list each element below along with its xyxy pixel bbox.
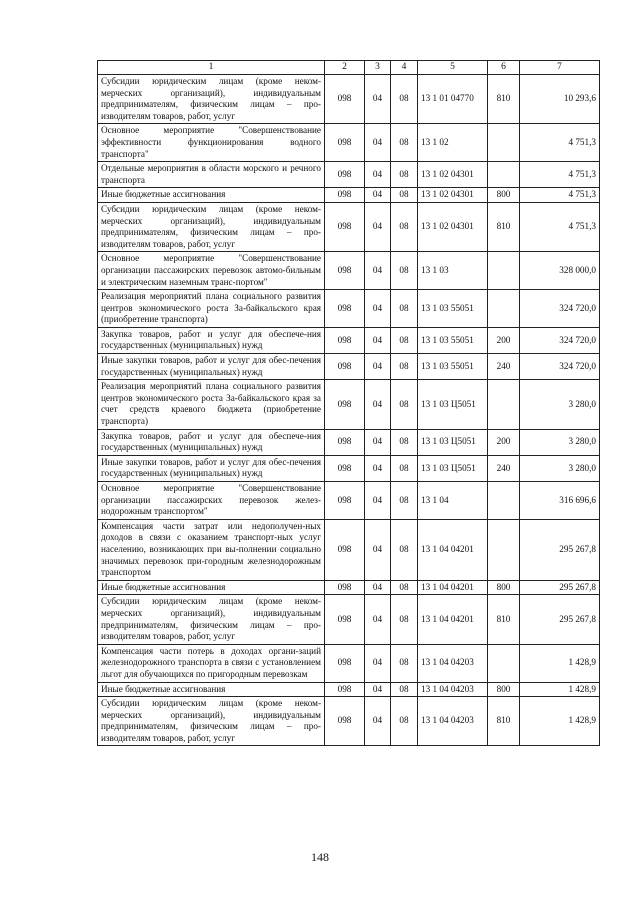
ministry-code: 098	[325, 682, 365, 697]
subsection-code: 08	[391, 429, 418, 455]
table-row	[98, 327, 600, 353]
table-row	[98, 519, 600, 580]
item-name: Субсидии юридическим лицам (кроме неком-мерческих организаций), индивидуальным предпринимателям, физическим лицам – про-изводителям товаров, работ, услуг	[98, 75, 325, 124]
target-article-code: 13 1 04 04203	[418, 682, 488, 697]
header-cell: 3	[365, 61, 391, 75]
table-row	[98, 252, 600, 290]
amount: 1 428,9	[520, 697, 600, 746]
item-name: Основное мероприятие "Совершенствование эффективности функционирования водного транспорта"	[98, 124, 325, 162]
target-article-code: 13 1 01 04770	[418, 75, 488, 124]
header-cell: 5	[418, 61, 488, 75]
ministry-code: 098	[325, 644, 365, 682]
target-article-code: 13 1 02 04301	[418, 162, 488, 188]
section-code: 04	[365, 124, 391, 162]
amount: 324 720,0	[520, 290, 600, 328]
item-name: Отдельные мероприятия в области морского и речного транспорта	[98, 162, 325, 188]
ministry-code: 098	[325, 75, 365, 124]
item-name: Закупка товаров, работ и услуг для обеспече-ния государственных (муниципальных) нужд	[98, 429, 325, 455]
amount: 4 751,3	[520, 202, 600, 251]
item-name: Субсидии юридическим лицам (кроме неком-мерческих организаций), индивидуальным предпринимателям, физическим лицам – про-изводителям товаров, работ, услуг	[98, 202, 325, 251]
table-header-row	[98, 61, 600, 75]
section-code: 04	[365, 455, 391, 481]
expense-type-code: 800	[488, 188, 520, 203]
expense-type-code: 800	[488, 682, 520, 697]
ministry-code: 098	[325, 519, 365, 580]
target-article-code: 13 1 04 04203	[418, 697, 488, 746]
ministry-code: 098	[325, 162, 365, 188]
ministry-code: 098	[325, 290, 365, 328]
table-row	[98, 188, 600, 203]
target-article-code: 13 1 04 04201	[418, 519, 488, 580]
subsection-code: 08	[391, 162, 418, 188]
table-row	[98, 580, 600, 595]
target-article-code: 13 1 03 55051	[418, 290, 488, 328]
target-article-code: 13 1 03 Ц5051	[418, 380, 488, 429]
expense-type-code: 810	[488, 697, 520, 746]
ministry-code: 098	[325, 595, 365, 644]
item-name: Реализация мероприятий плана социального развития центров экономического роста За-байкальского края за счет средств краевого бюджета (приобретение транспорта)	[98, 380, 325, 429]
table-row	[98, 644, 600, 682]
section-code: 04	[365, 380, 391, 429]
target-article-code: 13 1 02 04301	[418, 188, 488, 203]
subsection-code: 08	[391, 482, 418, 520]
item-name: Иные бюджетные ассигнования	[98, 580, 325, 595]
amount: 324 720,0	[520, 327, 600, 353]
subsection-code: 08	[391, 290, 418, 328]
item-name: Компенсация части затрат или недополучен-ных доходов в связи с оказанием транспорт-ных услуг населению, возникающих при вы-полнении социально значимых перевозок при-городным железнодорожным транспортом	[98, 519, 325, 580]
amount: 10 293,6	[520, 75, 600, 124]
amount: 4 751,3	[520, 162, 600, 188]
ministry-code: 098	[325, 482, 365, 520]
table-row	[98, 380, 600, 429]
item-name: Иные закупки товаров, работ и услуг для обес-печения государственных (муниципальных) нужд	[98, 354, 325, 380]
amount: 295 267,8	[520, 519, 600, 580]
subsection-code: 08	[391, 252, 418, 290]
section-code: 04	[365, 429, 391, 455]
section-code: 04	[365, 162, 391, 188]
item-name: Реализация мероприятий плана социального развития центров экономического роста За-байкальского края (приобретение транспорта)	[98, 290, 325, 328]
expense-type-code: 240	[488, 354, 520, 380]
target-article-code: 13 1 04 04201	[418, 595, 488, 644]
header-cell: 2	[325, 61, 365, 75]
expense-type-code	[488, 380, 520, 429]
subsection-code: 08	[391, 682, 418, 697]
target-article-code: 13 1 04 04201	[418, 580, 488, 595]
expense-type-code: 810	[488, 595, 520, 644]
amount: 328 000,0	[520, 252, 600, 290]
item-name: Субсидии юридическим лицам (кроме неком-мерческих организаций), индивидуальным предпринимателям, физическим лицам – про-изводителям товаров, работ, услуг	[98, 595, 325, 644]
subsection-code: 08	[391, 595, 418, 644]
section-code: 04	[365, 75, 391, 124]
subsection-code: 08	[391, 519, 418, 580]
subsection-code: 08	[391, 644, 418, 682]
subsection-code: 08	[391, 354, 418, 380]
item-name: Закупка товаров, работ и услуг для обеспече-ния государственных (муниципальных) нужд	[98, 327, 325, 353]
ministry-code: 098	[325, 327, 365, 353]
section-code: 04	[365, 682, 391, 697]
target-article-code: 13 1 03	[418, 252, 488, 290]
expense-type-code	[488, 252, 520, 290]
section-code: 04	[365, 354, 391, 380]
table-row	[98, 75, 600, 124]
amount: 3 280,0	[520, 429, 600, 455]
ministry-code: 098	[325, 354, 365, 380]
table-row	[98, 124, 600, 162]
expense-type-code: 200	[488, 429, 520, 455]
header-cell: 4	[391, 61, 418, 75]
target-article-code: 13 1 04	[418, 482, 488, 520]
ministry-code: 098	[325, 429, 365, 455]
table-row	[98, 290, 600, 328]
amount: 316 696,6	[520, 482, 600, 520]
ministry-code: 098	[325, 580, 365, 595]
table-row	[98, 482, 600, 520]
subsection-code: 08	[391, 75, 418, 124]
target-article-code: 13 1 02 04301	[418, 202, 488, 251]
header-cell: 7	[520, 61, 600, 75]
section-code: 04	[365, 188, 391, 203]
target-article-code: 13 1 03 55051	[418, 327, 488, 353]
expense-type-code: 200	[488, 327, 520, 353]
subsection-code: 08	[391, 188, 418, 203]
ministry-code: 098	[325, 202, 365, 251]
table-row	[98, 697, 600, 746]
section-code: 04	[365, 580, 391, 595]
table-row	[98, 455, 600, 481]
amount: 3 280,0	[520, 455, 600, 481]
table-row	[98, 595, 600, 644]
header-cell: 6	[488, 61, 520, 75]
header-cell: 1	[98, 61, 325, 75]
expense-type-code: 240	[488, 455, 520, 481]
target-article-code: 13 1 04 04203	[418, 644, 488, 682]
amount: 4 751,3	[520, 188, 600, 203]
item-name: Компенсация части потерь в доходах органи-заций железнодорожного транспорта в связи с установлением льгот для обучающихся по пригородным перевозкам	[98, 644, 325, 682]
section-code: 04	[365, 202, 391, 251]
ministry-code: 098	[325, 252, 365, 290]
ministry-code: 098	[325, 697, 365, 746]
target-article-code: 13 1 03 55051	[418, 354, 488, 380]
expense-type-code: 810	[488, 202, 520, 251]
expense-type-code	[488, 482, 520, 520]
budget-table	[97, 60, 600, 746]
expense-type-code: 800	[488, 580, 520, 595]
section-code: 04	[365, 519, 391, 580]
expense-type-code	[488, 290, 520, 328]
subsection-code: 08	[391, 697, 418, 746]
subsection-code: 08	[391, 202, 418, 251]
ministry-code: 098	[325, 455, 365, 481]
table-row	[98, 429, 600, 455]
item-name: Основное мероприятие "Совершенствование организации пассажирских перевозок желез-нодорожным транспортом"	[98, 482, 325, 520]
page-number: 148	[311, 850, 329, 864]
section-code: 04	[365, 252, 391, 290]
expense-type-code	[488, 519, 520, 580]
subsection-code: 08	[391, 124, 418, 162]
table-row	[98, 682, 600, 697]
section-code: 04	[365, 290, 391, 328]
target-article-code: 13 1 02	[418, 124, 488, 162]
subsection-code: 08	[391, 380, 418, 429]
amount: 3 280,0	[520, 380, 600, 429]
amount: 4 751,3	[520, 124, 600, 162]
subsection-code: 08	[391, 327, 418, 353]
section-code: 04	[365, 697, 391, 746]
section-code: 04	[365, 482, 391, 520]
target-article-code: 13 1 03 Ц5051	[418, 429, 488, 455]
subsection-code: 08	[391, 455, 418, 481]
amount: 295 267,8	[520, 580, 600, 595]
amount: 324 720,0	[520, 354, 600, 380]
subsection-code: 08	[391, 580, 418, 595]
expense-type-code	[488, 162, 520, 188]
item-name: Иные бюджетные ассигнования	[98, 188, 325, 203]
item-name: Основное мероприятие "Совершенствование организации пассажирских перевозок автомо-бильным и электрическим наземным транс-портом"	[98, 252, 325, 290]
table-row	[98, 354, 600, 380]
amount: 1 428,9	[520, 644, 600, 682]
expense-type-code	[488, 644, 520, 682]
ministry-code: 098	[325, 124, 365, 162]
section-code: 04	[365, 327, 391, 353]
section-code: 04	[365, 644, 391, 682]
expense-type-code	[488, 124, 520, 162]
item-name: Иные закупки товаров, работ и услуг для обес-печения государственных (муниципальных) нужд	[98, 455, 325, 481]
section-code: 04	[365, 595, 391, 644]
amount: 1 428,9	[520, 682, 600, 697]
target-article-code: 13 1 03 Ц5051	[418, 455, 488, 481]
ministry-code: 098	[325, 380, 365, 429]
item-name: Субсидии юридическим лицам (кроме неком-мерческих организаций), индивидуальным предпринимателям, физическим лицам – про-изводителям товаров, работ, услуг	[98, 697, 325, 746]
ministry-code: 098	[325, 188, 365, 203]
table-row	[98, 202, 600, 251]
amount: 295 267,8	[520, 595, 600, 644]
expense-type-code: 810	[488, 75, 520, 124]
table-row	[98, 162, 600, 188]
item-name: Иные бюджетные ассигнования	[98, 682, 325, 697]
